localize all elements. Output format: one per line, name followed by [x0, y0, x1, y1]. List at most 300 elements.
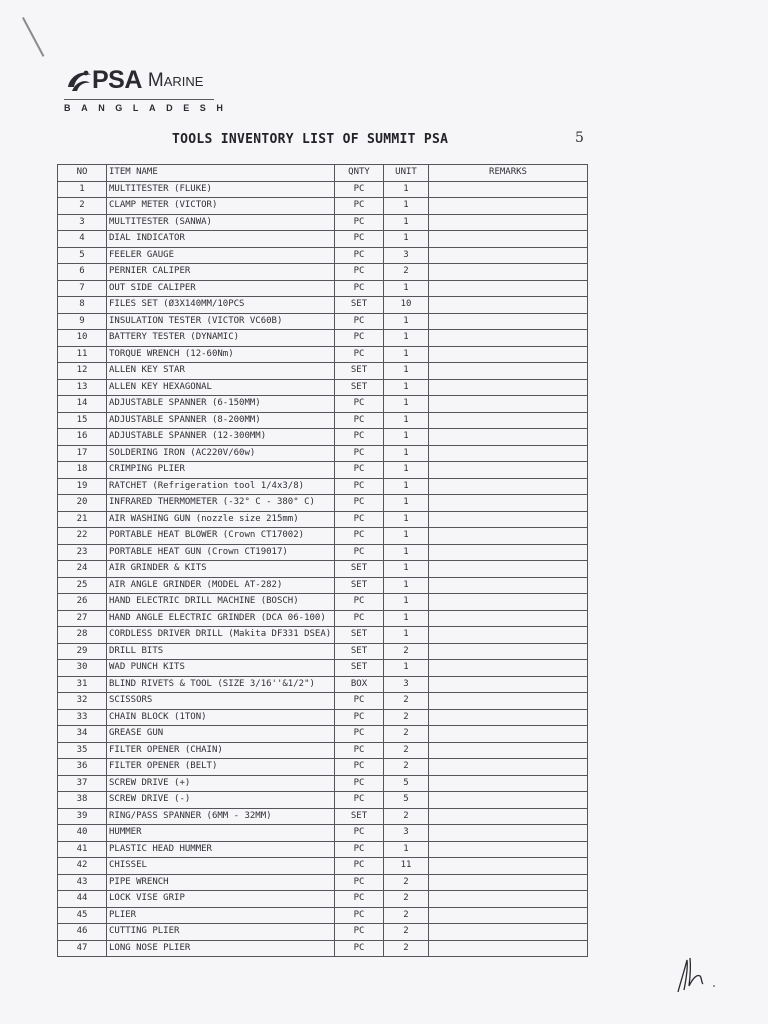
unit-count-cell: 1 [384, 363, 429, 380]
unit-count-cell: 2 [384, 874, 429, 891]
table-row [58, 709, 588, 726]
remarks-cell [429, 231, 588, 248]
table-row [58, 478, 588, 495]
signature [660, 950, 720, 995]
item-name-cell: AIR GRINDER & KITS [107, 561, 335, 578]
brand-subtitle: Marine [147, 69, 204, 91]
item-name-cell: HAND ANGLE ELECTRIC GRINDER (DCA 06-100) [107, 610, 335, 627]
table-header-row [58, 165, 588, 182]
table-row [58, 330, 588, 347]
table-body [58, 181, 588, 957]
remarks-cell [429, 924, 588, 941]
item-name-cell: SCISSORS [107, 693, 335, 710]
row-number-cell: 41 [58, 841, 107, 858]
quantity-type-cell: PC [335, 907, 384, 924]
company-logo [64, 66, 234, 113]
unit-count-cell: 10 [384, 297, 429, 314]
unit-count-cell: 1 [384, 511, 429, 528]
column-header-remarks: REMARKS [429, 165, 588, 182]
item-name-cell: ADJUSTABLE SPANNER (8-200MM) [107, 412, 335, 429]
unit-count-cell: 1 [384, 313, 429, 330]
remarks-cell [429, 627, 588, 644]
table-row [58, 907, 588, 924]
logo-divider [64, 99, 214, 100]
item-name-cell: BLIND RIVETS & TOOL (SIZE 3/16''&1/2") [107, 676, 335, 693]
table-row [58, 264, 588, 281]
item-name-cell: FILTER OPENER (CHAIN) [107, 742, 335, 759]
row-number-cell: 12 [58, 363, 107, 380]
row-number-cell: 6 [58, 264, 107, 281]
quantity-type-cell: PC [335, 198, 384, 215]
remarks-cell [429, 841, 588, 858]
quantity-type-cell: PC [335, 264, 384, 281]
table-row [58, 676, 588, 693]
column-header-qnty: QNTY [335, 165, 384, 182]
quantity-type-cell: SET [335, 561, 384, 578]
remarks-cell [429, 478, 588, 495]
quantity-type-cell: PC [335, 445, 384, 462]
quantity-type-cell: SET [335, 577, 384, 594]
item-name-cell: AIR WASHING GUN (nozzle size 215mm) [107, 511, 335, 528]
unit-count-cell: 2 [384, 709, 429, 726]
remarks-cell [429, 709, 588, 726]
unit-count-cell: 1 [384, 561, 429, 578]
unit-count-cell: 1 [384, 495, 429, 512]
unit-count-cell: 2 [384, 759, 429, 776]
remarks-cell [429, 412, 588, 429]
item-name-cell: CUTTING PLIER [107, 924, 335, 941]
row-number-cell: 26 [58, 594, 107, 611]
table-row [58, 429, 588, 446]
quantity-type-cell: PC [335, 709, 384, 726]
inventory-table [57, 164, 588, 957]
quantity-type-cell: PC [335, 924, 384, 941]
unit-count-cell: 3 [384, 247, 429, 264]
row-number-cell: 45 [58, 907, 107, 924]
item-name-cell: FILES SET (Ø3X140MM/10PCS [107, 297, 335, 314]
row-number-cell: 35 [58, 742, 107, 759]
document-title: TOOLS INVENTORY LIST OF SUMMIT PSA [172, 132, 449, 147]
unit-count-cell: 1 [384, 280, 429, 297]
row-number-cell: 46 [58, 924, 107, 941]
item-name-cell: CORDLESS DRIVER DRILL (Makita DF331 DSEA) [107, 627, 335, 644]
table-row [58, 313, 588, 330]
quantity-type-cell: PC [335, 412, 384, 429]
unit-count-cell: 1 [384, 544, 429, 561]
table-row [58, 379, 588, 396]
quantity-type-cell: PC [335, 330, 384, 347]
item-name-cell: CRIMPING PLIER [107, 462, 335, 479]
row-number-cell: 44 [58, 891, 107, 908]
item-name-cell: PIPE WRENCH [107, 874, 335, 891]
table-row [58, 940, 588, 957]
brand-name: PSA [92, 66, 142, 94]
quantity-type-cell: SET [335, 627, 384, 644]
unit-count-cell: 11 [384, 858, 429, 875]
table-row [58, 891, 588, 908]
unit-count-cell: 1 [384, 181, 429, 198]
table-row [58, 577, 588, 594]
row-number-cell: 25 [58, 577, 107, 594]
remarks-cell [429, 858, 588, 875]
quantity-type-cell: PC [335, 874, 384, 891]
quantity-type-cell: PC [335, 528, 384, 545]
row-number-cell: 3 [58, 214, 107, 231]
remarks-cell [429, 825, 588, 842]
page-number: 5 [575, 130, 584, 146]
table-row [58, 181, 588, 198]
remarks-cell [429, 792, 588, 809]
item-name-cell: SCREW DRIVE (-) [107, 792, 335, 809]
remarks-cell [429, 676, 588, 693]
unit-count-cell: 3 [384, 825, 429, 842]
item-name-cell: LOCK VISE GRIP [107, 891, 335, 908]
unit-count-cell: 1 [384, 396, 429, 413]
unit-count-cell: 1 [384, 198, 429, 215]
quantity-type-cell: SET [335, 660, 384, 677]
remarks-cell [429, 280, 588, 297]
quantity-type-cell: PC [335, 478, 384, 495]
item-name-cell: AIR ANGLE GRINDER (MODEL AT-282) [107, 577, 335, 594]
item-name-cell: PLASTIC HEAD HUMMER [107, 841, 335, 858]
row-number-cell: 34 [58, 726, 107, 743]
table-row [58, 858, 588, 875]
row-number-cell: 23 [58, 544, 107, 561]
unit-count-cell: 1 [384, 330, 429, 347]
unit-count-cell: 1 [384, 462, 429, 479]
unit-count-cell: 2 [384, 808, 429, 825]
table-row [58, 627, 588, 644]
item-name-cell: ALLEN KEY STAR [107, 363, 335, 380]
table-row [58, 462, 588, 479]
unit-count-cell: 1 [384, 841, 429, 858]
item-name-cell: PORTABLE HEAT GUN (Crown CT19017) [107, 544, 335, 561]
remarks-cell [429, 346, 588, 363]
item-name-cell: INSULATION TESTER (VICTOR VC60B) [107, 313, 335, 330]
item-name-cell: DIAL INDICATOR [107, 231, 335, 248]
row-number-cell: 43 [58, 874, 107, 891]
quantity-type-cell: PC [335, 214, 384, 231]
remarks-cell [429, 495, 588, 512]
remarks-cell [429, 643, 588, 660]
unit-count-cell: 2 [384, 891, 429, 908]
remarks-cell [429, 181, 588, 198]
remarks-cell [429, 577, 588, 594]
unit-count-cell: 2 [384, 726, 429, 743]
quantity-type-cell: SET [335, 808, 384, 825]
item-name-cell: MULTITESTER (SANWA) [107, 214, 335, 231]
remarks-cell [429, 891, 588, 908]
brand-country: BANGLADESH [64, 103, 234, 113]
quantity-type-cell: PC [335, 247, 384, 264]
remarks-cell [429, 330, 588, 347]
unit-count-cell: 1 [384, 445, 429, 462]
remarks-cell [429, 313, 588, 330]
item-name-cell: BATTERY TESTER (DYNAMIC) [107, 330, 335, 347]
quantity-type-cell: PC [335, 429, 384, 446]
table-row [58, 610, 588, 627]
table-row [58, 231, 588, 248]
unit-count-cell: 2 [384, 264, 429, 281]
quantity-type-cell: PC [335, 231, 384, 248]
row-number-cell: 13 [58, 379, 107, 396]
remarks-cell [429, 808, 588, 825]
remarks-cell [429, 363, 588, 380]
remarks-cell [429, 759, 588, 776]
unit-count-cell: 2 [384, 693, 429, 710]
remarks-cell [429, 561, 588, 578]
unit-count-cell: 1 [384, 610, 429, 627]
unit-count-cell: 2 [384, 924, 429, 941]
unit-count-cell: 1 [384, 214, 429, 231]
remarks-cell [429, 198, 588, 215]
row-number-cell: 32 [58, 693, 107, 710]
row-number-cell: 8 [58, 297, 107, 314]
row-number-cell: 2 [58, 198, 107, 215]
quantity-type-cell: PC [335, 396, 384, 413]
row-number-cell: 24 [58, 561, 107, 578]
quantity-type-cell: PC [335, 891, 384, 908]
quantity-type-cell: PC [335, 462, 384, 479]
row-number-cell: 47 [58, 940, 107, 957]
item-name-cell: OUT SIDE CALIPER [107, 280, 335, 297]
remarks-cell [429, 610, 588, 627]
row-number-cell: 37 [58, 775, 107, 792]
row-number-cell: 36 [58, 759, 107, 776]
row-number-cell: 20 [58, 495, 107, 512]
quantity-type-cell: PC [335, 544, 384, 561]
remarks-cell [429, 693, 588, 710]
quantity-type-cell: PC [335, 511, 384, 528]
table-row [58, 841, 588, 858]
quantity-type-cell: PC [335, 181, 384, 198]
row-number-cell: 33 [58, 709, 107, 726]
remarks-cell [429, 396, 588, 413]
table-row [58, 412, 588, 429]
remarks-cell [429, 726, 588, 743]
table-row [58, 445, 588, 462]
quantity-type-cell: SET [335, 297, 384, 314]
quantity-type-cell: PC [335, 313, 384, 330]
table-row [58, 247, 588, 264]
unit-count-cell: 1 [384, 429, 429, 446]
remarks-cell [429, 660, 588, 677]
unit-count-cell: 2 [384, 643, 429, 660]
table-row [58, 693, 588, 710]
item-name-cell: PORTABLE HEAT BLOWER (Crown CT17002) [107, 528, 335, 545]
row-number-cell: 14 [58, 396, 107, 413]
unit-count-cell: 1 [384, 577, 429, 594]
remarks-cell [429, 511, 588, 528]
row-number-cell: 10 [58, 330, 107, 347]
remarks-cell [429, 775, 588, 792]
row-number-cell: 30 [58, 660, 107, 677]
quantity-type-cell: PC [335, 742, 384, 759]
psa-logo-icon [64, 67, 94, 95]
remarks-cell [429, 214, 588, 231]
table-row [58, 825, 588, 842]
quantity-type-cell: PC [335, 759, 384, 776]
item-name-cell: PERNIER CALIPER [107, 264, 335, 281]
quantity-type-cell: PC [335, 940, 384, 957]
item-name-cell: ALLEN KEY HEXAGONAL [107, 379, 335, 396]
row-number-cell: 19 [58, 478, 107, 495]
remarks-cell [429, 742, 588, 759]
item-name-cell: LONG NOSE PLIER [107, 940, 335, 957]
quantity-type-cell: PC [335, 594, 384, 611]
unit-count-cell: 1 [384, 478, 429, 495]
table-row [58, 742, 588, 759]
unit-count-cell: 1 [384, 660, 429, 677]
quantity-type-cell: PC [335, 858, 384, 875]
item-name-cell: WAD PUNCH KITS [107, 660, 335, 677]
table-row [58, 643, 588, 660]
quantity-type-cell: BOX [335, 676, 384, 693]
row-number-cell: 29 [58, 643, 107, 660]
row-number-cell: 21 [58, 511, 107, 528]
scan-mark [22, 17, 44, 57]
row-number-cell: 11 [58, 346, 107, 363]
quantity-type-cell: PC [335, 495, 384, 512]
row-number-cell: 31 [58, 676, 107, 693]
quantity-type-cell: PC [335, 346, 384, 363]
remarks-cell [429, 528, 588, 545]
row-number-cell: 18 [58, 462, 107, 479]
item-name-cell: RATCHET (Refrigeration tool 1/4x3/8) [107, 478, 335, 495]
item-name-cell: GREASE GUN [107, 726, 335, 743]
table-row [58, 363, 588, 380]
unit-count-cell: 1 [384, 594, 429, 611]
remarks-cell [429, 594, 588, 611]
quantity-type-cell: PC [335, 610, 384, 627]
table-row [58, 511, 588, 528]
row-number-cell: 7 [58, 280, 107, 297]
quantity-type-cell: PC [335, 841, 384, 858]
row-number-cell: 9 [58, 313, 107, 330]
quantity-type-cell: PC [335, 792, 384, 809]
item-name-cell: FILTER OPENER (BELT) [107, 759, 335, 776]
table-row [58, 495, 588, 512]
row-number-cell: 17 [58, 445, 107, 462]
row-number-cell: 38 [58, 792, 107, 809]
table-row [58, 561, 588, 578]
row-number-cell: 15 [58, 412, 107, 429]
remarks-cell [429, 264, 588, 281]
row-number-cell: 16 [58, 429, 107, 446]
item-name-cell: INFRARED THERMOMETER (-32° C - 380° C) [107, 495, 335, 512]
item-name-cell: HAND ELECTRIC DRILL MACHINE (BOSCH) [107, 594, 335, 611]
column-header-item-name: ITEM NAME [107, 165, 335, 182]
item-name-cell: HUMMER [107, 825, 335, 842]
table-row [58, 297, 588, 314]
table-row [58, 924, 588, 941]
row-number-cell: 4 [58, 231, 107, 248]
item-name-cell: SCREW DRIVE (+) [107, 775, 335, 792]
remarks-cell [429, 297, 588, 314]
row-number-cell: 1 [58, 181, 107, 198]
row-number-cell: 27 [58, 610, 107, 627]
remarks-cell [429, 874, 588, 891]
quantity-type-cell: PC [335, 726, 384, 743]
unit-count-cell: 1 [384, 346, 429, 363]
row-number-cell: 28 [58, 627, 107, 644]
quantity-type-cell: PC [335, 775, 384, 792]
column-header-unit: UNIT [384, 165, 429, 182]
item-name-cell: CLAMP METER (VICTOR) [107, 198, 335, 215]
table-row [58, 528, 588, 545]
table-row [58, 775, 588, 792]
unit-count-cell: 1 [384, 412, 429, 429]
remarks-cell [429, 445, 588, 462]
table-row [58, 396, 588, 413]
quantity-type-cell: SET [335, 379, 384, 396]
item-name-cell: CHAIN BLOCK (1TON) [107, 709, 335, 726]
row-number-cell: 5 [58, 247, 107, 264]
item-name-cell: DRILL BITS [107, 643, 335, 660]
unit-count-cell: 5 [384, 792, 429, 809]
row-number-cell: 39 [58, 808, 107, 825]
table-row [58, 594, 588, 611]
item-name-cell: FEELER GAUGE [107, 247, 335, 264]
remarks-cell [429, 379, 588, 396]
item-name-cell: CHISSEL [107, 858, 335, 875]
remarks-cell [429, 462, 588, 479]
quantity-type-cell: SET [335, 643, 384, 660]
remarks-cell [429, 429, 588, 446]
item-name-cell: ADJUSTABLE SPANNER (6-150MM) [107, 396, 335, 413]
column-header-no: NO [58, 165, 107, 182]
quantity-type-cell: PC [335, 825, 384, 842]
row-number-cell: 22 [58, 528, 107, 545]
unit-count-cell: 1 [384, 231, 429, 248]
table-row [58, 214, 588, 231]
item-name-cell: ADJUSTABLE SPANNER (12-300MM) [107, 429, 335, 446]
unit-count-cell: 5 [384, 775, 429, 792]
remarks-cell [429, 247, 588, 264]
unit-count-cell: 2 [384, 907, 429, 924]
item-name-cell: MULTITESTER (FLUKE) [107, 181, 335, 198]
table-row [58, 874, 588, 891]
table-row [58, 660, 588, 677]
table-row [58, 792, 588, 809]
unit-count-cell: 3 [384, 676, 429, 693]
quantity-type-cell: PC [335, 693, 384, 710]
unit-count-cell: 1 [384, 627, 429, 644]
remarks-cell [429, 940, 588, 957]
item-name-cell: SOLDERING IRON (AC220V/60w) [107, 445, 335, 462]
item-name-cell: TORQUE WRENCH (12-60Nm) [107, 346, 335, 363]
unit-count-cell: 2 [384, 940, 429, 957]
quantity-type-cell: SET [335, 363, 384, 380]
unit-count-cell: 2 [384, 742, 429, 759]
item-name-cell: PLIER [107, 907, 335, 924]
item-name-cell: RING/PASS SPANNER (6MM - 32MM) [107, 808, 335, 825]
table-row [58, 198, 588, 215]
unit-count-cell: 1 [384, 528, 429, 545]
row-number-cell: 40 [58, 825, 107, 842]
quantity-type-cell: PC [335, 280, 384, 297]
row-number-cell: 42 [58, 858, 107, 875]
unit-count-cell: 1 [384, 379, 429, 396]
table-row [58, 544, 588, 561]
table-row [58, 346, 588, 363]
table-row [58, 726, 588, 743]
table-row [58, 759, 588, 776]
remarks-cell [429, 907, 588, 924]
remarks-cell [429, 544, 588, 561]
table-row [58, 808, 588, 825]
table-row [58, 280, 588, 297]
